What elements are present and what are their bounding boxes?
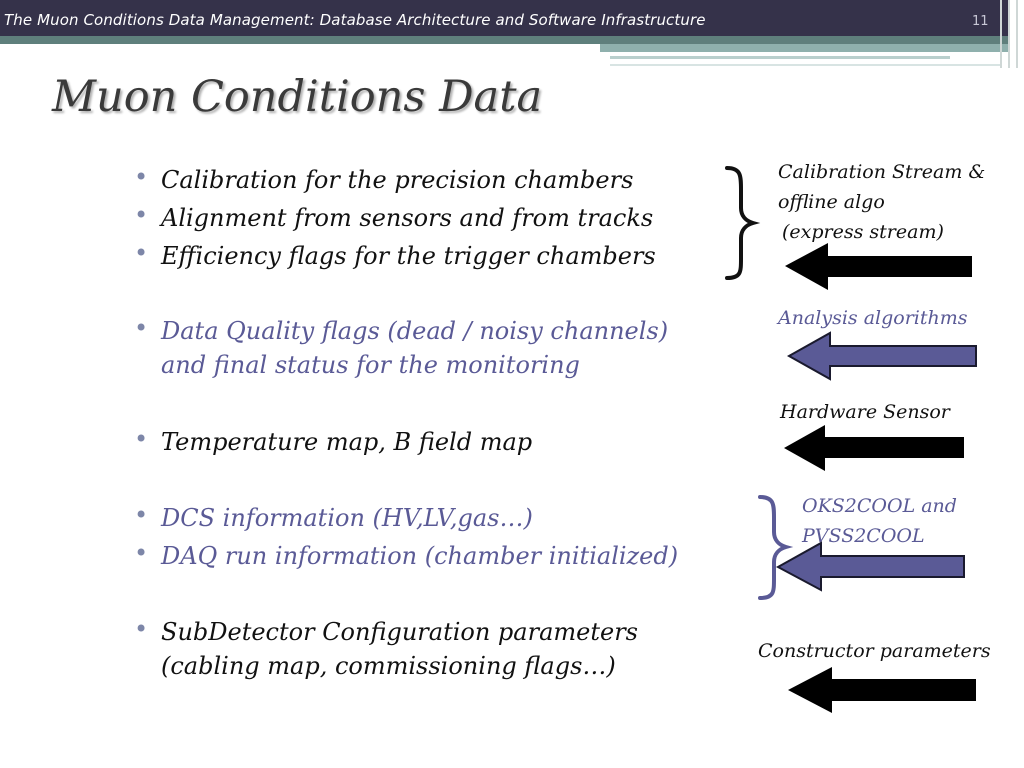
bullet-text: DCS information (HV,LV,gas…): [161, 504, 533, 532]
curly-brace-icon: [760, 497, 786, 598]
source-label-line: (express stream): [782, 221, 944, 243]
bullet-text: DAQ run information (chamber initialized): [161, 542, 679, 570]
bullet-text: SubDetector Configuration parameters: [161, 618, 638, 646]
bullet-text: Alignment from sensors and from tracks: [161, 204, 654, 232]
bullet-text-continued: and final status for the monitoring: [161, 351, 580, 379]
bullet-icon: •: [134, 615, 149, 643]
source-label-line: Calibration Stream &: [778, 161, 986, 183]
bullet-text: Calibration for the precision chambers: [161, 166, 634, 194]
bullet-icon: •: [134, 425, 149, 453]
arrow-left-icon: [778, 543, 964, 590]
bullet-icon: •: [134, 314, 149, 342]
curly-brace-icon: [727, 168, 753, 278]
source-label-line: PVSS2COOL: [802, 525, 925, 547]
arrow-left-icon: [785, 243, 972, 290]
source-label-constructor: Constructor parameters: [758, 640, 991, 662]
source-label-line: offline algo: [778, 191, 885, 213]
bullet-icon: •: [134, 239, 149, 267]
bullet-icon: •: [134, 163, 149, 191]
source-label-hardware: Hardware Sensor: [780, 401, 950, 423]
arrow-left-icon: [784, 425, 964, 471]
arrow-left-icon: [789, 333, 976, 379]
source-label-analysis: Analysis algorithms: [778, 307, 968, 329]
bullet-icon: •: [134, 501, 149, 529]
bullet-text-continued: (cabling map, commissioning flags…): [161, 652, 616, 680]
bullet-text: Efficiency flags for the trigger chambers: [161, 242, 656, 270]
bullet-icon: •: [134, 539, 149, 567]
arrow-left-icon: [788, 667, 976, 713]
slide-title: Muon Conditions Data: [52, 72, 543, 122]
source-label-line: OKS2COOL and: [802, 495, 957, 517]
bullet-text: Data Quality flags (dead / noisy channels): [161, 317, 669, 345]
bullet-text: Temperature map, B field map: [161, 428, 533, 456]
header-title: The Muon Conditions Data Management: Database Architecture and Software Infrastructure: [4, 11, 706, 29]
page-number: 11: [972, 14, 989, 29]
bullet-icon: •: [134, 201, 149, 229]
